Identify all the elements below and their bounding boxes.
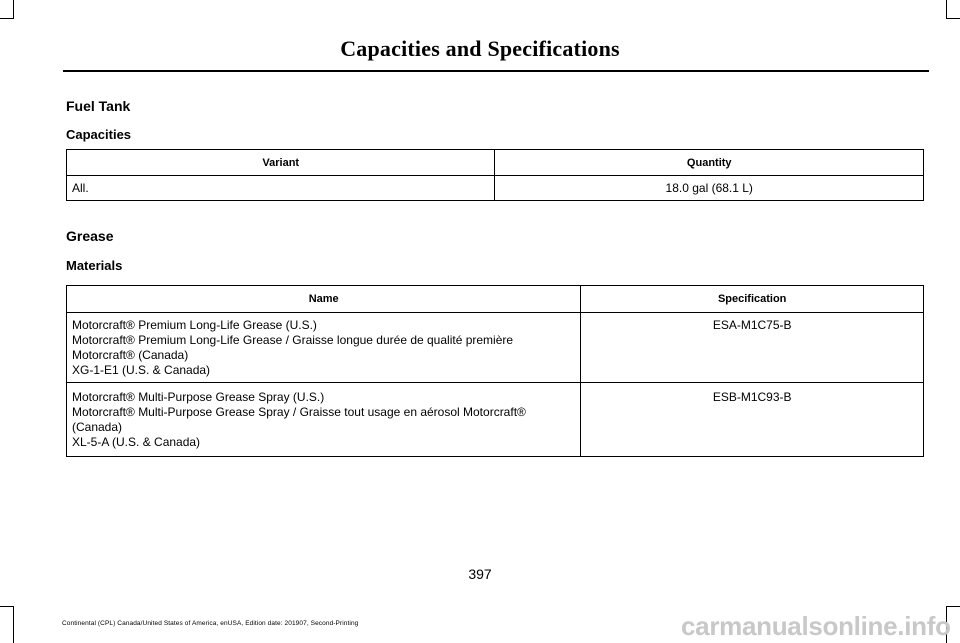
edition-footer: Continental (CPL) Canada/United States of America, enUSA, Edition date: 201907, Second-Printing xyxy=(62,620,359,627)
crop-mark-top-left-v xyxy=(13,0,14,18)
column-header-quantity: Quantity xyxy=(495,150,924,176)
name-line: XL-5-A (U.S. & Canada) xyxy=(72,435,201,449)
fuel-tank-heading: Fuel Tank xyxy=(66,98,131,114)
page-title: Capacities and Specifications xyxy=(340,36,620,61)
crop-mark-top-left-h xyxy=(0,18,14,19)
capacities-table xyxy=(66,149,924,201)
watermark[interactable]: carmanualsonline.info xyxy=(681,611,951,641)
name-line: (Canada) xyxy=(72,420,123,434)
name-line: Motorcraft® Multi-Purpose Grease Spray / Graisse tout usage en aérosol Motorcraft® xyxy=(72,405,526,419)
table-row xyxy=(67,176,924,201)
quantity-cell: 18.0 gal (68.1 L) xyxy=(495,176,924,201)
materials-subheading: Materials xyxy=(66,258,123,273)
materials-table xyxy=(66,285,924,457)
column-header-name: Name xyxy=(67,286,581,313)
crop-mark-top-right-v xyxy=(946,0,947,18)
capacities-subheading: Capacities xyxy=(66,127,132,142)
name-line: Motorcraft® Premium Long-Life Grease (U.S.) xyxy=(72,318,317,332)
table-header-row xyxy=(67,286,924,313)
name-cell xyxy=(67,383,581,457)
page-number: 397 xyxy=(468,566,492,582)
column-header-specification: Specification xyxy=(581,286,924,313)
column-header-variant: Variant xyxy=(67,150,495,176)
name-line: XG-1-E1 (U.S. & Canada) xyxy=(72,363,211,377)
grease-heading: Grease xyxy=(66,228,114,244)
crop-mark-bottom-left-h xyxy=(0,606,14,607)
name-line: Motorcraft® (Canada) xyxy=(72,348,189,362)
name-cell xyxy=(67,313,581,383)
table-header-row xyxy=(67,150,924,176)
name-line: Motorcraft® Premium Long-Life Grease / Graisse longue durée de qualité première xyxy=(72,333,514,347)
header-divider xyxy=(63,70,929,72)
specification-cell: ESA-M1C75-B xyxy=(581,313,924,383)
specification-cell: ESB-M1C93-B xyxy=(581,383,924,457)
table-row xyxy=(67,313,924,383)
crop-mark-bottom-right-h xyxy=(946,606,960,607)
crop-mark-top-right-h xyxy=(946,18,960,19)
table-row xyxy=(67,383,924,457)
crop-mark-bottom-left-v xyxy=(13,606,14,643)
variant-cell: All. xyxy=(67,176,495,201)
name-line: Motorcraft® Multi-Purpose Grease Spray (U.S.) xyxy=(72,390,325,404)
